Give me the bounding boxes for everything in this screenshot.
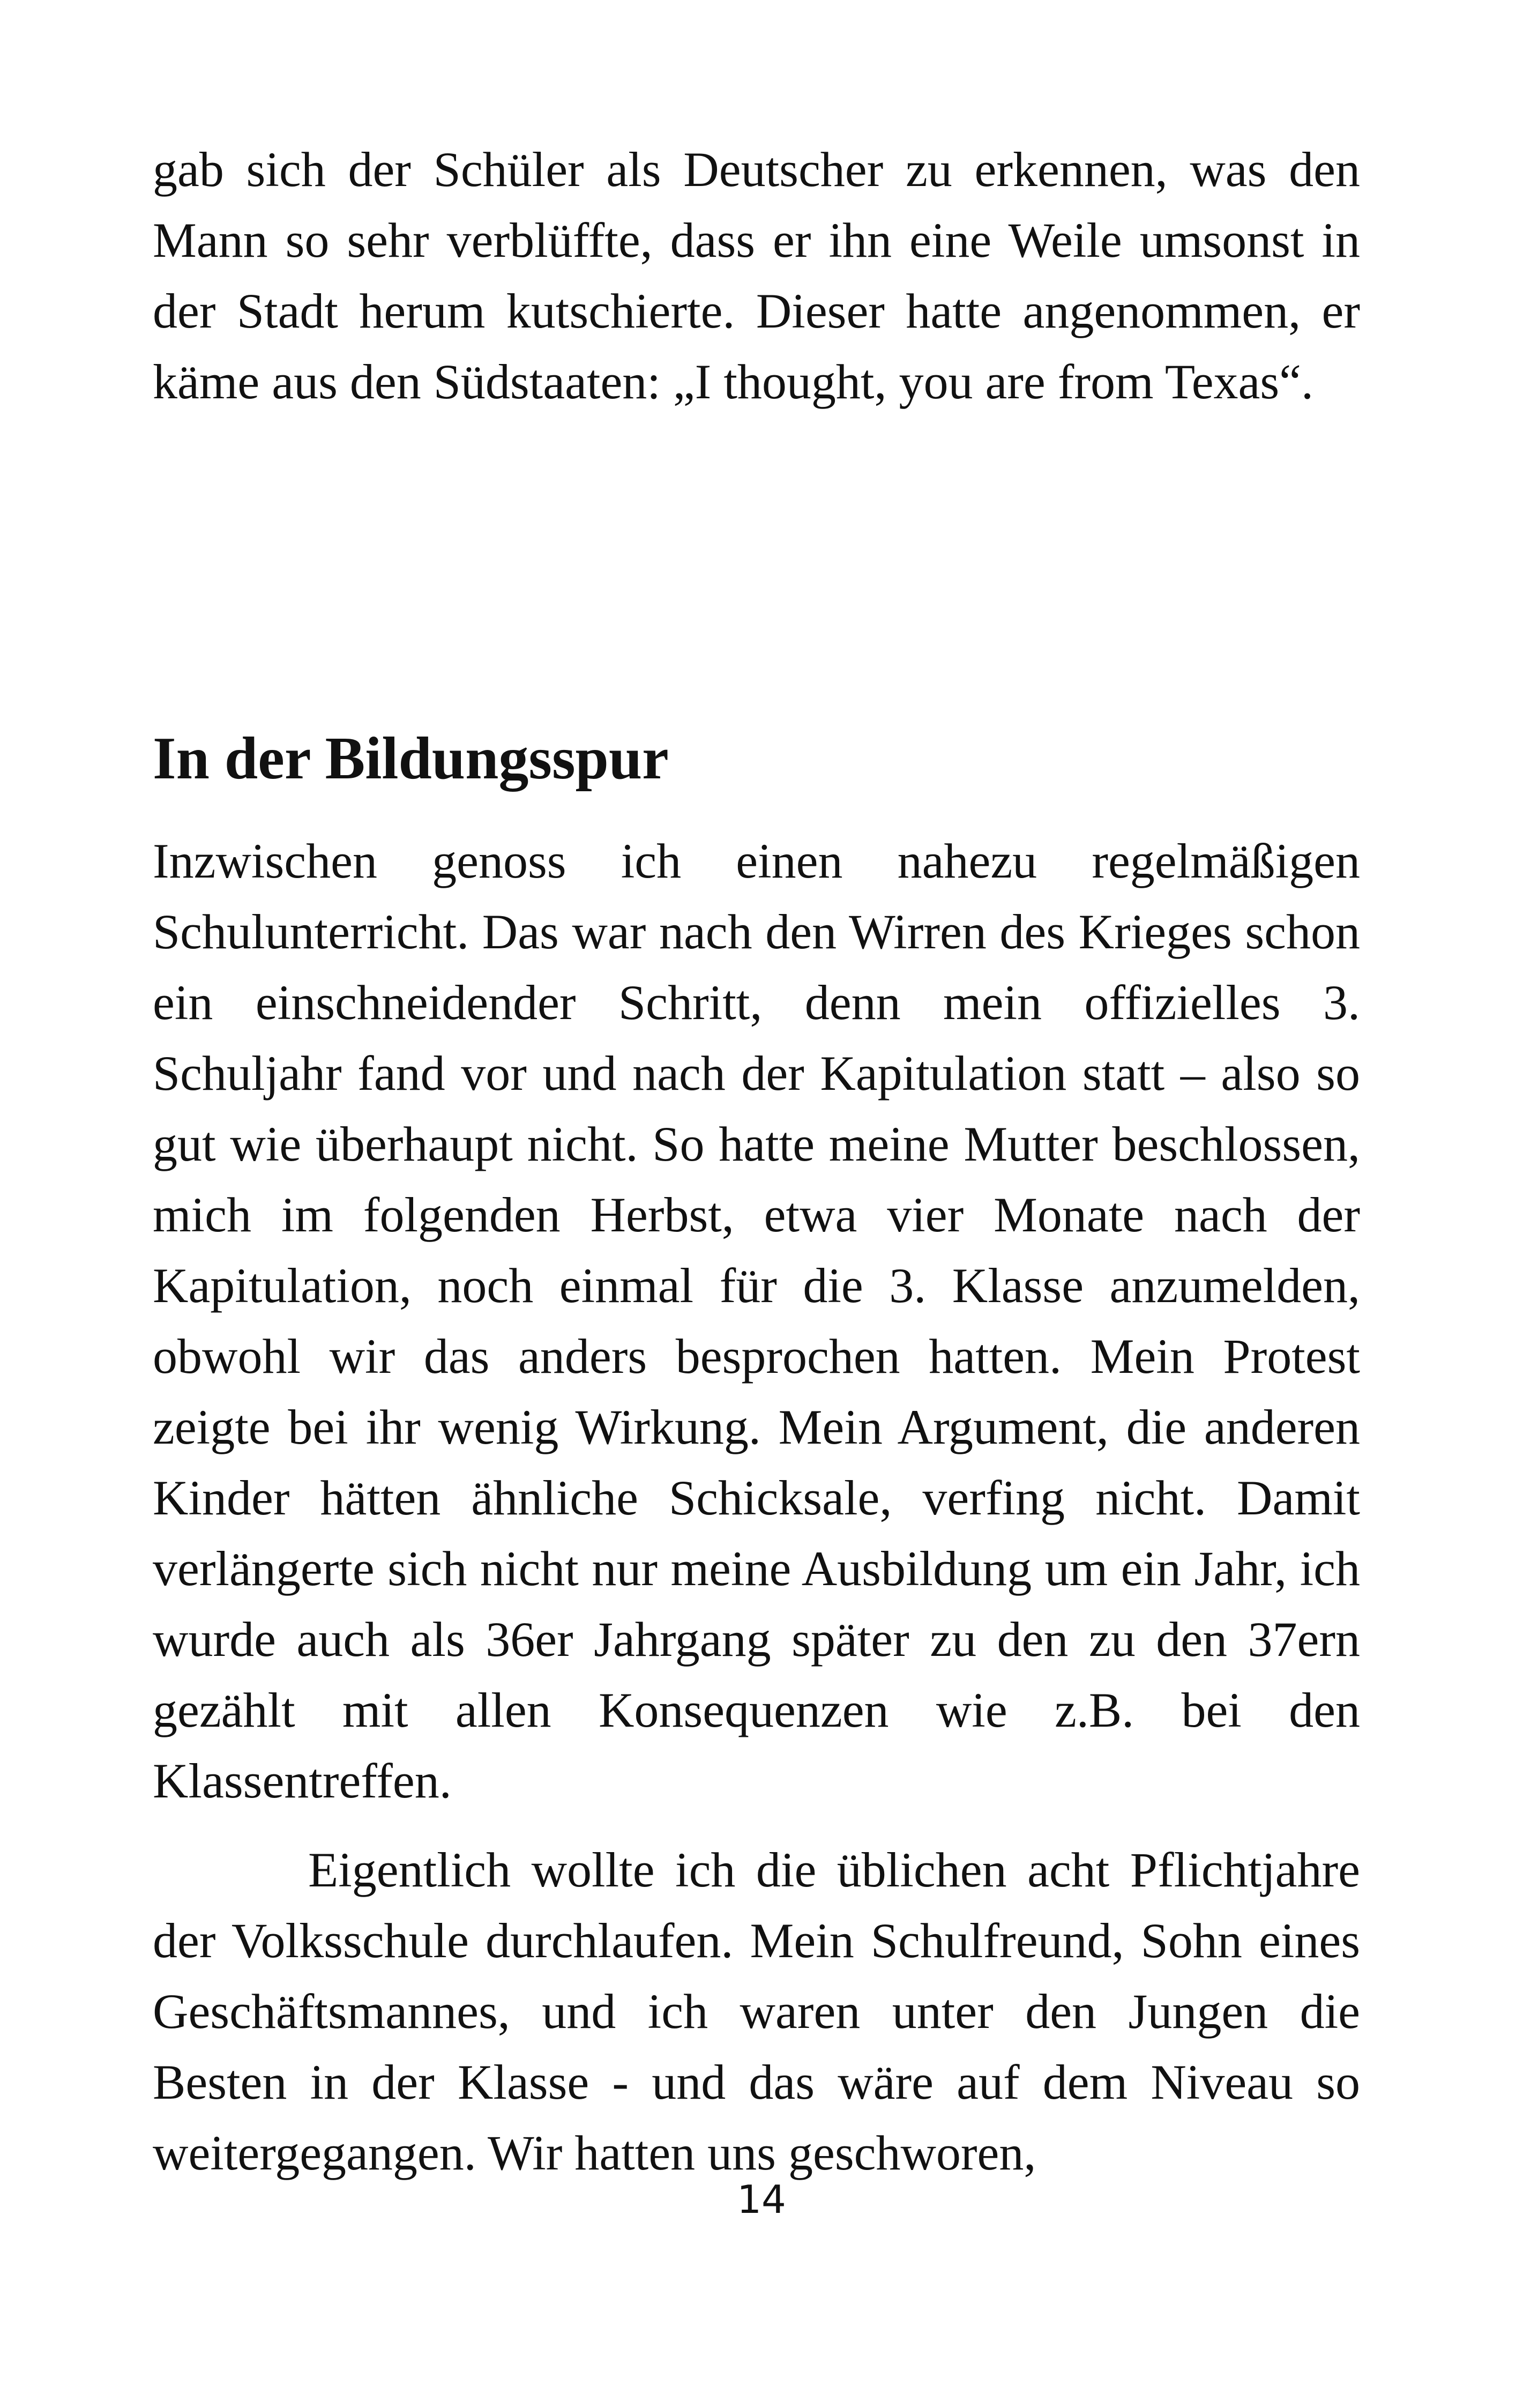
section-heading: In der Bildungsspur [153, 725, 669, 792]
page-number: 14 [737, 2177, 786, 2222]
page-body-top [153, 134, 1360, 417]
section-paragraph-1: Inzwischen genoss ich einen nahezu regelmäßigen Schulunterricht. Das war nach den Wirren des Krieges schon ein einschneidender Schritt, denn mein offizielles 3. Schuljahr fand vor und nach der Kapitulation statt – also so gut wie überhaupt nicht. So hatte meine Mutter beschlossen, mich im folgenden Herbst, etwa vier Monate nach der Kapitulation, noch einmal für die 3. Klasse anzumelden, obwohl wir das anders besprochen hatten. Mein Protest zeigte bei ihr wenig Wirkung. Mein Argument, die anderen Kinder hätten ähnliche Schicksale, verfing nicht. Damit verlängerte sich nicht nur meine Ausbildung um ein Jahr, ich wurde auch als 36er Jahrgang später zu den zu den 37ern gezählt mit allen Konsequenzen wie z.B. bei den Klassentreffen. [153, 834, 1360, 1808]
section-paragraph-2: Eigentlich wollte ich die üblichen acht Pflichtjahre der Volksschule durchlaufen. Mein Schulfreund, Sohn eines Geschäftsmannes, und ich waren unter den Jungen die Besten in der Klasse - und das wäre auf dem Niveau so weitergegangen. Wir hatten uns geschworen, [153, 1842, 1360, 2180]
continuation-paragraph: gab sich der Schüler als Deutscher zu erkennen, was den Mann so sehr verblüffte, dass er ihn eine Weile umsonst in der Stadt herum kutschierte. Dieser hatte angenommen, er käme aus den Südstaaten: „I thought, you are from Texas“. [153, 142, 1360, 409]
section-body [153, 826, 1360, 2188]
